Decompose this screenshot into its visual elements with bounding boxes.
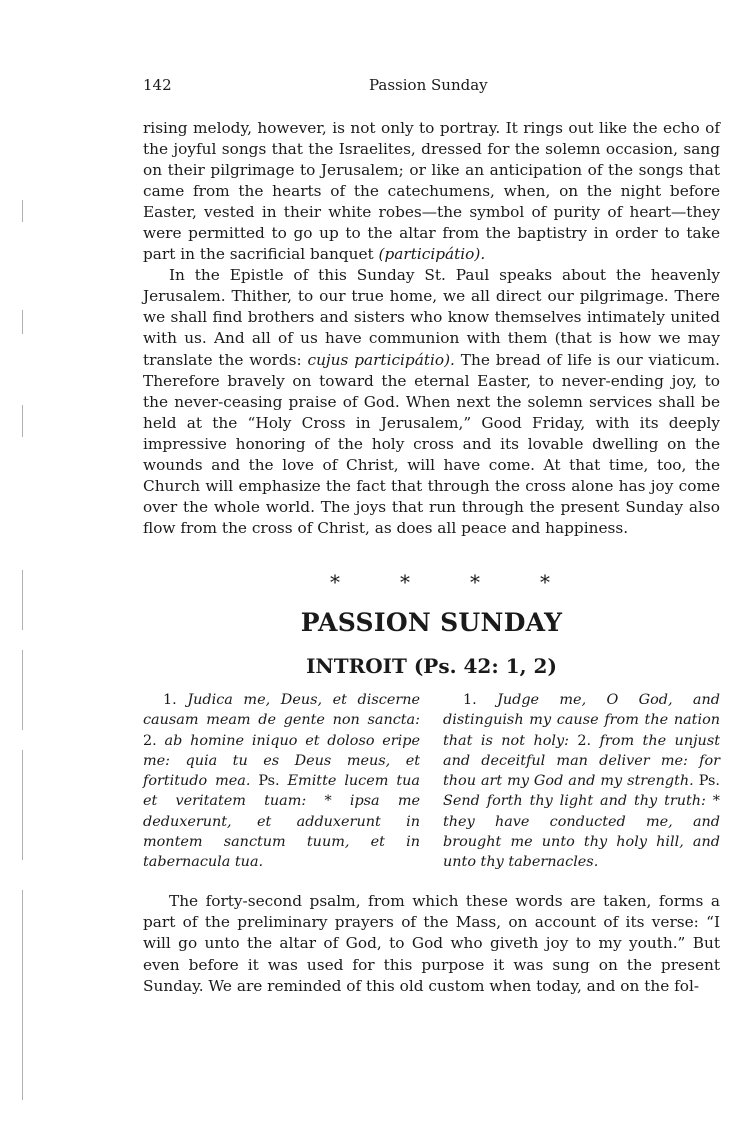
english-ps-label: Ps. [698,773,720,790]
closing-paragraph: The forty-second psalm, from which these words are taken, forms a part of the preliminary prayers of the Mass, on account of its verse: “I will go unto the altar of God, to God who giveth joy to my youth.” But even before it was used for this purpose it was sung on the present Sunday. We are reminded of this old custom when today, and on the fol- [143,892,720,995]
english-num-2: 2. [577,732,600,749]
margin-mark [22,310,23,334]
latin-column [143,690,420,873]
scan-margin-marks [22,200,24,1100]
latin-num-2: 2. [143,732,165,749]
latin-text [143,690,420,873]
paragraph-2-italic: cujus participátio). [307,350,455,369]
star: * [400,570,410,594]
section-break-stars [330,570,550,594]
page-number: 142 [143,76,172,94]
margin-mark [22,200,23,222]
latin-num-1: 1. [163,692,188,708]
margin-mark [22,570,23,630]
english-column [443,690,720,873]
running-head [143,76,493,98]
body-text [143,118,720,539]
margin-mark [22,650,23,730]
introit-title: INTROIT (Ps. 42: 1, 2) [306,654,557,678]
paragraph-2-text-a: In the Epistle of this Sunday St. Paul speaks about the heavenly Jerusalem. Thither, to our true home, we all direct our pilgrimage. There we shall find brothers and sisters who know themselves intimately united with us. And all of us have communion with them (that is how we may translate the words: [143,266,720,369]
section-title: PASSION SUNDAY [300,608,563,637]
latin-verse-2: ab homine iniquo et doloso eripe me: quia tu es Deus meus, et fortitudo mea. [143,732,420,790]
star: * [470,570,480,594]
english-num-1: 1. [463,692,498,708]
paragraph-2-text-b: The bread of life is our viaticum. Therefore bravely on toward the eternal Easter, to never-ending joy, to the never-ceasing praise of God. When next the solemn services shall be held at the “Holy Cross in Jerusalem,” Good Friday, with its deeply impressive honoring of the holy cross and its lovable dwelling on the wounds and the love of Christ, will have come. At that time, too, the Church will emphasize the fact that through the cross alone has joy come over the whole world. The joys that run through the present Sunday also flow from the cross of Christ, as does all peace and happiness. [143,350,720,537]
margin-mark [22,890,23,1100]
latin-ps-label: Ps. [258,773,288,790]
margin-mark [22,405,23,437]
english-verse-2: from the unjust and deceitful man deliver me: for thou art my God and my strength. [443,732,720,790]
star: * [330,570,340,594]
running-title: Passion Sunday [369,76,488,94]
star: * [540,570,550,594]
english-verse-1: Judge me, O God, and distinguish my cause from the nation that is not holy: [443,692,720,749]
latin-psalm-verse: Emitte lucem tua et veritatem tuam: * ipsa me deduxerunt, et adduxerunt in montem sanctum tuum, et in tabernacula tua. [143,773,420,871]
english-psalm-verse: Send forth thy light and thy truth: * they have conducted me, and brought me unto thy holy hill, and unto thy tabernacles. [443,793,720,871]
paragraph-2 [143,265,720,539]
paragraph-1 [143,118,720,265]
paragraph-1-text: rising melody, however, is not only to portray. It rings out like the echo of the joyful songs that the Israelites, dressed for the solemn occasion, sang on their pilgrimage to Jerusalem; or like an anticipation of the songs that came from the hearts of the catechumens, when, on the night before Easter, vested in their white robes—the symbol of purity of heart—they were permitted to go up to the altar from the baptistry in order to take part in the sacrificial banquet [143,119,720,264]
paragraph-1-italic: (participátio). [378,245,486,264]
english-text [443,690,720,873]
margin-mark [22,750,23,860]
latin-verse-1: Judica me, Deus, et discerne causam meam de gente non sancta: [143,692,421,729]
